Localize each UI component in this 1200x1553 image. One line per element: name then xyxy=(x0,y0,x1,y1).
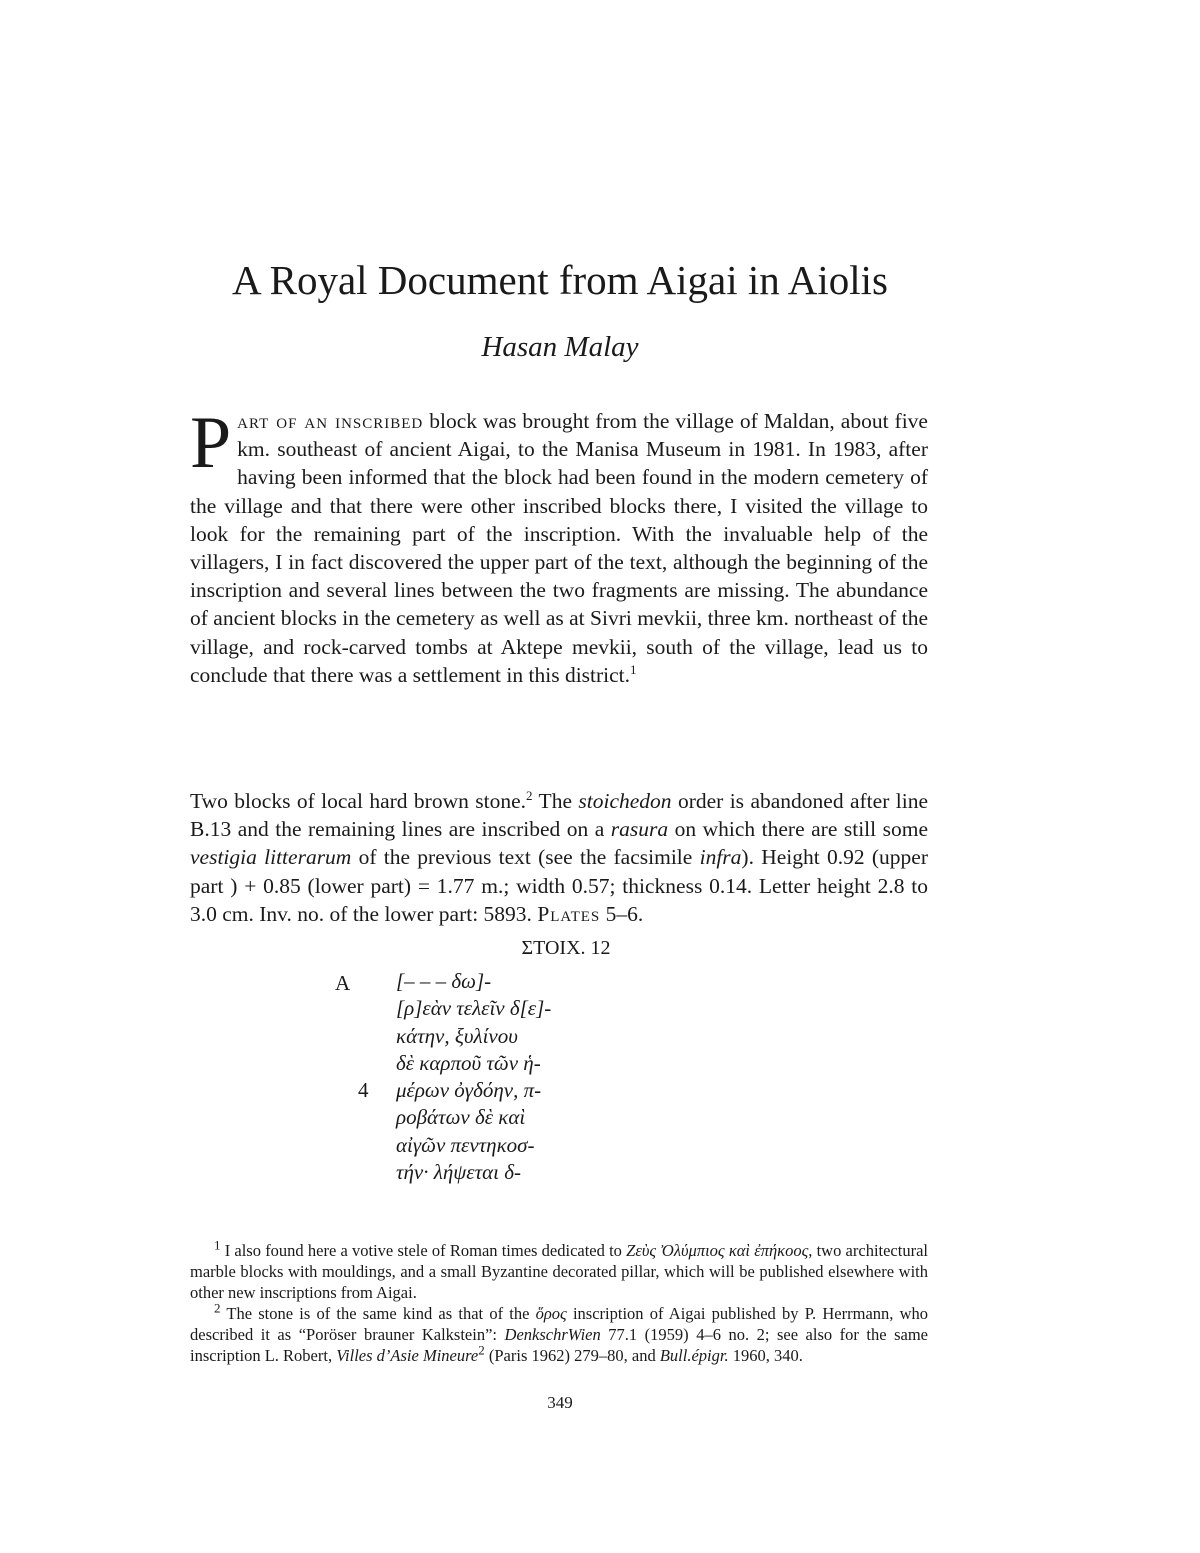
footnote-2 xyxy=(190,1300,929,1366)
drop-cap: P xyxy=(190,402,232,484)
inscription-heading: ΣΤΟΙΧ. 12 xyxy=(521,937,611,959)
inscription-line xyxy=(380,1104,551,1131)
line-number: 4 xyxy=(358,1078,369,1103)
italic-term: Ζεὺς Ὀλύμπιος καὶ ἐπήκοος xyxy=(626,1241,809,1260)
footnote-text: , two architectural marble blocks with mouldings, and a small Byzantine decorated pillar, which will be published elsewhere with other new inscriptions from Aigai. xyxy=(190,1241,928,1302)
inscription-line xyxy=(380,995,551,1022)
inscription-line xyxy=(358,1077,551,1104)
edition-superscript: 2 xyxy=(478,1342,485,1358)
inscription-label: A xyxy=(335,971,351,995)
footnotes xyxy=(190,1237,929,1366)
italic-term: DenkschrWien xyxy=(504,1325,601,1344)
footnote-number: 1 xyxy=(214,1237,221,1253)
inscription-line-text: [– – – δω]- xyxy=(396,969,492,993)
paragraph-intro-text: block was brought from the village of Maldan, about five km. southeast of ancient Aigai, to the Manisa Museum in 1981. In 1983, after having been informed that the block had been found in the modern cemetery of the village and that there were other inscribed blocks there, I visited the village to look for the remaining part of the inscription. With the invaluable help of the villagers, I in fact discovered the upper part of the text, although the beginning of the inscription and several lines between the two fragments are missing. The abundance of ancient blocks in the cemetery as well as at Sivri mevkii, three km. northeast of the village, and rock-carved tombs at Aktepe mevkii, south of the village, lead us to conclude that there was a settlement in this district. xyxy=(190,409,928,687)
footnote-text: (Paris 1962) 279–80, and xyxy=(484,1346,660,1365)
description-text: ). Height 0.92 (upper part ) + 0.85 (lower part) = 1.77 m.; width 0.57; thickness 0.14. Letter height 2.8 to 3.0 cm. Inv. no. of the lower part: 5893. xyxy=(190,845,928,926)
footnote-text: 77.1 (1959) 4–6 no. 2; see also for the same inscription L. Robert, xyxy=(190,1325,928,1365)
inscription-line-text: τήν· λήψεται δ- xyxy=(396,1160,521,1185)
description-text: of the previous text (see the facsimile xyxy=(351,845,700,870)
inscription-line xyxy=(380,1159,551,1186)
inscription-line-text: ροβάτων δὲ καὶ xyxy=(396,1105,526,1130)
footnote-1 xyxy=(190,1237,928,1303)
footnote-text: inscription of Aigai published by P. Herrmann, who described it as “Poröser brauner Kalkstein”: xyxy=(190,1304,929,1344)
footnote-text: 1960, 340. xyxy=(728,1346,803,1365)
description-text: The xyxy=(532,789,579,813)
opening-small-caps: art of an inscribed xyxy=(237,409,424,433)
paragraph-intro xyxy=(190,402,928,689)
description-text: 5–6. xyxy=(600,901,644,926)
paragraph-description xyxy=(190,787,928,928)
inscription-line xyxy=(380,1023,551,1050)
italic-term: Villes d’Asie Mineure xyxy=(336,1346,479,1365)
italic-term: stoichedon xyxy=(578,789,672,813)
footnote-number: 2 xyxy=(214,1300,221,1316)
italic-term: Bull.épigr. xyxy=(659,1346,729,1365)
description-text: order is abandoned after line B.13 and the remaining lines are inscribed on a xyxy=(190,789,928,842)
inscription-line-text: [ρ]εὰν τελεῖν δ[ε]- xyxy=(396,996,552,1021)
footnote-ref-1[interactable]: 1 xyxy=(630,661,637,677)
footnote-ref-2[interactable]: 2 xyxy=(526,787,533,803)
footnote-text: I also found here a votive stele of Roman times dedicated to xyxy=(220,1241,627,1260)
inscription-line-text: αἰγῶν πεντηκοσ- xyxy=(396,1132,535,1157)
page-number: 349 xyxy=(547,1393,573,1412)
footnote-text: The stone is of the same kind as that of the xyxy=(220,1304,536,1323)
italic-term: rasura xyxy=(610,817,669,842)
inscription-line-text: κάτην, ξυλίνου xyxy=(396,1023,518,1048)
inscription-line-text: μέρων ὀγδόην, π- xyxy=(396,1078,542,1103)
italic-term: ὅρος xyxy=(535,1304,567,1323)
inscription-text xyxy=(358,968,552,1186)
inscription-line-text: δὲ καρποῦ τῶν ἡ- xyxy=(396,1050,541,1075)
inscription-line xyxy=(380,1132,551,1159)
article-author: Hasan Malay xyxy=(481,331,639,363)
article-title: A Royal Document from Aigai in Aiolis xyxy=(232,257,888,303)
description-text: on which there are still some xyxy=(668,817,928,842)
italic-term: infra xyxy=(699,845,742,870)
plates-small-caps: Plates xyxy=(537,901,601,926)
inscription-line xyxy=(380,1050,551,1077)
inscription-line xyxy=(380,968,551,995)
italic-term: vestigia litterarum xyxy=(190,845,352,870)
description-text: Two blocks of local hard brown stone. xyxy=(190,789,527,813)
